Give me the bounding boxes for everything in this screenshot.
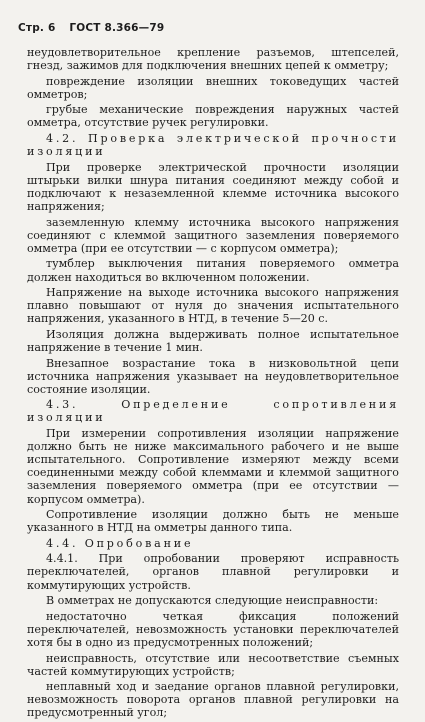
paragraph: недостаточно четкая фиксация положений переключателей, невозможность установки переключателей хотя бы в одно из предусмотренных положений; bbox=[27, 609, 399, 649]
page-number: Стр. 6 bbox=[18, 22, 56, 34]
paragraph: грубые механические повреждения наружных частей омметра, отсутствие ручек регулировки. bbox=[27, 103, 399, 130]
section-heading: 4.2. Проверка электрической прочности изоляции bbox=[27, 132, 399, 159]
section-heading: 4.4. Опробование bbox=[46, 536, 194, 550]
paragraph: Внезапное возрастание тока в низковольтной цепи источника напряжения указывает на неудовлетворительное состояние изоляции. bbox=[27, 356, 399, 396]
paragraph: При проверке электрической прочности изоляции штырьки вилки шнура питания соединяют между собой и подключают к незаземленной клемме источника высокого напряжения; bbox=[27, 160, 399, 214]
paragraph: неисправность, отсутствие или несоответствие съемных частей коммутирующих устройств; bbox=[27, 651, 399, 678]
paragraph: Напряжение на выходе источника высокого напряжения плавно повышают от нуля до значения испытательного напряжения, указанного в НТД, в течение 5—20 с. bbox=[27, 286, 399, 326]
paragraph: тумблер выключения питания поверяемого омметра должен находиться во включенном положении. bbox=[27, 257, 399, 284]
standard-number: ГОСТ 8.366—79 bbox=[69, 22, 165, 34]
paragraph: неудовлетворительное крепление разъемов, штепселей, гнезд, зажимов для подключения внешних цепей к омметру; bbox=[27, 46, 399, 73]
paragraph: При измерении сопротивления изоляции напряжение должно быть не ниже максимального рабочего и не выше испытательного. Сопротивление измеряют между всеми соединенными между собой клеммами и клеммой защитного заземления поверяемого омметра (при ее отсутствии — корпусом омметра). bbox=[27, 427, 399, 506]
paragraph: Изоляция должна выдерживать полное испытательное напряжение в течение 1 мин. bbox=[27, 327, 399, 354]
paragraph: неплавный ход и заедание органов плавной регулировки, невозможность поворота органов плавной регулировки на предусмотренный угол; bbox=[27, 680, 399, 720]
paragraph: заземленную клемму источника высокого напряжения соединяют с клеммой защитного заземления поверяемого омметра (при ее отсутствии — с корпусом омметра); bbox=[27, 215, 399, 255]
paragraph: В омметрах не допускаются следующие неисправности: bbox=[46, 594, 379, 608]
document-body bbox=[27, 46, 399, 722]
paragraph: Сопротивление изоляции должно быть не меньше указанного в НТД на омметры данного типа. bbox=[27, 508, 399, 535]
paragraph: повреждение изоляции внешних токоведущих частей омметров; bbox=[27, 74, 399, 101]
page-header bbox=[18, 22, 164, 34]
section-heading: 4.3. Определение сопротивления изоляции bbox=[27, 398, 399, 425]
paragraph: 4.4.1. При опробовании проверяют исправность переключателей, органов плавной регулировки и коммутирующих устройств. bbox=[27, 552, 399, 592]
